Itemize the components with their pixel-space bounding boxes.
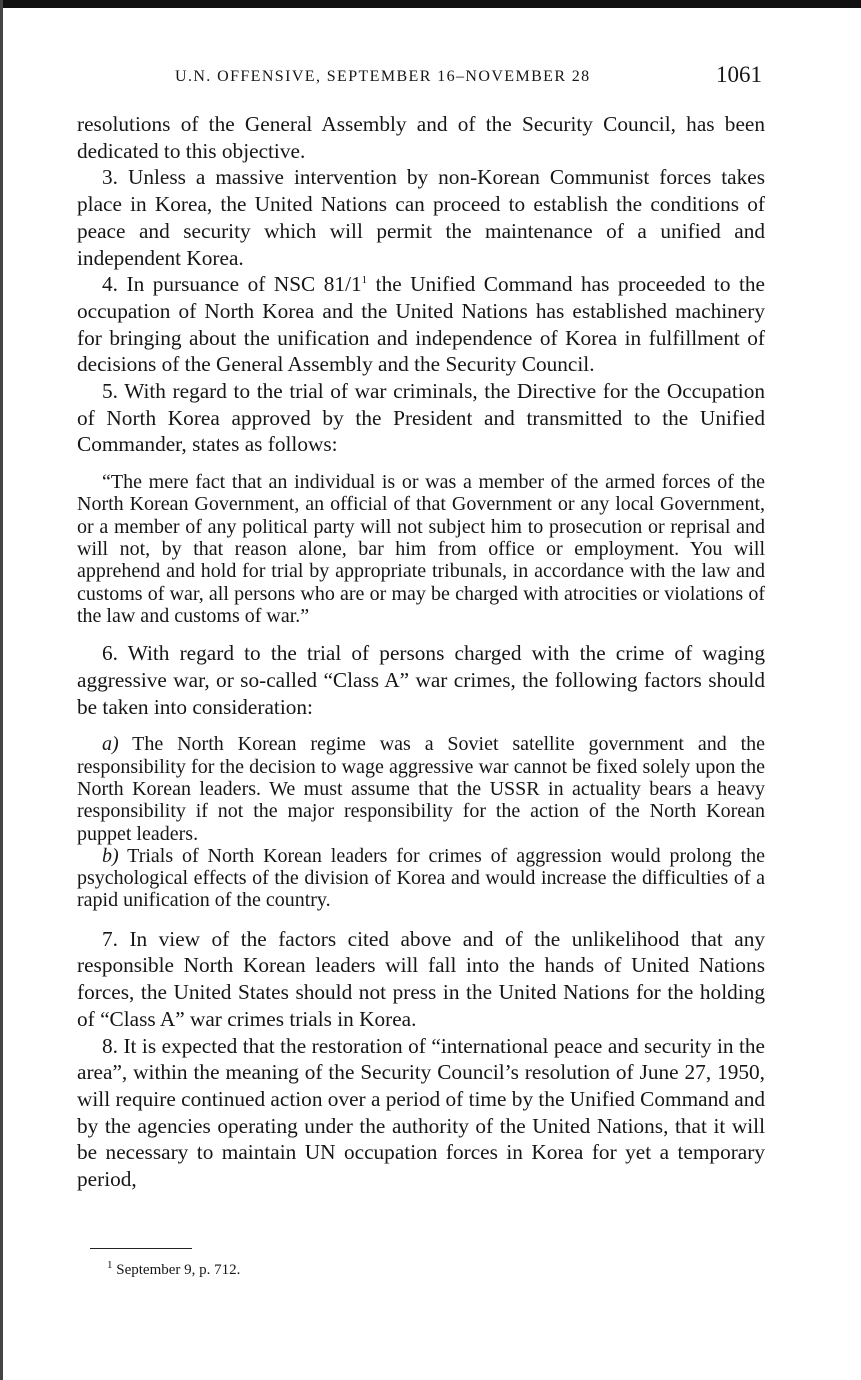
paragraph-8: 8. It is expected that the restoration of “international peace and security in the area”, within the meaning of the Security Council’s resolution of June 27, 1950, will require continued action over a period of time by the Unified Command and by the agencies operating under the authority of the United Nations, that it will be necessary to maintain UN occupation forces in Korea for yet a temporary period, (77, 1033, 765, 1192)
body-text (77, 111, 765, 1193)
item-a-label: a) (102, 733, 119, 756)
footnote (107, 1259, 241, 1279)
footnote-marker: 1 (107, 1259, 113, 1271)
page-number: 1061 (716, 62, 762, 87)
paragraph-4-start: 4. In pursuance of NSC 81/1 (102, 272, 362, 297)
footnote-rule (90, 1248, 192, 1249)
footnote-reference: 1 (361, 274, 368, 287)
item-b-text: Trials of North Korean leaders for crimes of aggression would prolong the psychological effects of the division of Korea and would increase the difficulties of a rapid unification of the country. (77, 844, 765, 912)
page-left-edge (0, 0, 3, 1380)
directive-quote: “The mere fact that an individual is or was a member of the armed forces of the North Korean Government, an official of that Government or any local Government, or a member of any political party will not subject him to prosecution or reprisal and will not, by that reason alone, bar him from office or employment. You will apprehend and hold for trial by appropriate tribunals, in accordance with the law and customs of war, all persons who are or may be charged with atrocities or violations of the law and customs of war.” (77, 471, 765, 627)
item-b-label: b) (102, 844, 119, 867)
item-a-text: The North Korean regime was a Soviet satellite government and the responsibility for the decision to wage aggressive war cannot be fixed solely upon the North Korean leaders. We must assume that the USSR in actuality bears a heavy responsibility if not the major responsibility for the action of the North Korean puppet leaders. (77, 733, 765, 845)
paragraph-4-rest: the Unified Command has proceeded to the occupation of North Korea and the United Nations has established machinery for bringing about the unification and independence of Korea in fulfillment of decisions of the General Assembly and the Security Council. (77, 272, 765, 377)
footnote-text: September 9, p. 712. (112, 1262, 241, 1278)
paragraph-4 (77, 271, 765, 378)
paragraph-6: 6. With regard to the trial of persons charged with the crime of waging aggressive war, or so-called “Class A” war crimes, the following factors should be taken into consideration: (77, 641, 765, 719)
paragraph-7: 7. In view of the factors cited above and of the unlikelihood that any responsible North Korean leaders will fall into the hands of United Nations forces, the United States should not press in the United Nations for the holding of “Class A” war crimes trials in Korea. (77, 926, 765, 1031)
paragraph-5: 5. With regard to the trial of war criminals, the Directive for the Occupation of North Korea approved by the President and transmitted to the Unified Commander, states as follows: (77, 379, 765, 457)
running-head (70, 62, 770, 92)
paragraph-6a (77, 733, 765, 844)
paragraph-continued: resolutions of the General Assembly and of the Security Council, has been dedicated to this objective. (77, 112, 765, 163)
page-top-border (0, 0, 861, 8)
paragraph-3: 3. Unless a massive intervention by non-Korean Communist forces takes place in Korea, the United Nations can proceed to establish the conditions of peace and security which will permit the maintenance of a unified and independent Korea. (77, 165, 765, 270)
paragraph-6b (77, 845, 765, 912)
running-title: U.N. OFFENSIVE, SEPTEMBER 16–NOVEMBER 28 (175, 68, 591, 85)
